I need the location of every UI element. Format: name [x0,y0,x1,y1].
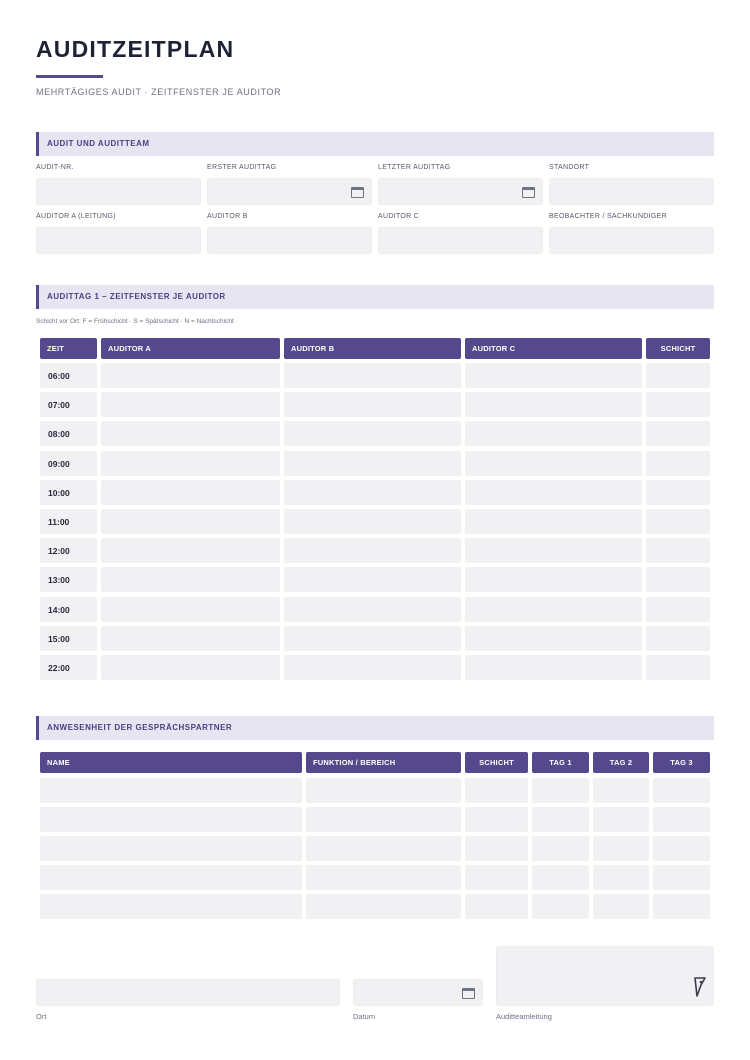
schicht-cell[interactable] [646,509,710,534]
time-label: 15:00 [48,633,70,644]
funktion-cell[interactable] [306,836,461,861]
auditor-b-cell[interactable] [284,597,461,622]
tag-1-cell[interactable] [532,807,589,832]
name-cell[interactable] [40,836,302,861]
time-label: 13:00 [48,575,70,586]
auditor-b-cell[interactable] [284,363,461,388]
column-header-auditor-c: AUDITOR C [465,338,642,359]
auditor-a-cell[interactable] [101,597,280,622]
tag-1-cell[interactable] [532,894,589,919]
tag-2-cell[interactable] [593,894,649,919]
time-label: 11:00 [48,517,70,527]
tag-3-cell[interactable] [653,807,710,832]
audit-nr-field[interactable] [36,178,201,205]
auditor-c-cell[interactable] [465,626,642,651]
datum-field[interactable] [353,979,483,1006]
auditor-c-cell[interactable] [465,538,642,563]
auditor-c-cell[interactable] [465,480,642,505]
title-underline [36,75,103,78]
auditor-b-field[interactable] [207,227,372,254]
schicht-cell[interactable] [646,538,710,563]
column-header-schicht: SCHICHT [465,752,528,773]
auditor-c-cell[interactable] [465,363,642,388]
column-header-schicht: SCHICHT [646,338,710,359]
pen-icon[interactable] [693,977,707,997]
auditor-a-field[interactable] [36,227,201,254]
section-title: AUDIT UND AUDITTEAM [47,139,150,148]
tag-3-cell[interactable] [653,894,710,919]
funktion-cell[interactable] [306,807,461,832]
tag-2-cell[interactable] [593,865,649,890]
auditor-a-cell[interactable] [101,421,280,446]
standort-field[interactable] [549,178,714,205]
column-header-auditor-b: AUDITOR B [284,338,461,359]
letzter-audittag-field[interactable] [378,178,543,205]
time-label: 12:00 [48,546,70,557]
schicht-cell[interactable] [646,655,710,680]
section-title: AUDITTAG 1 – ZEITFENSTER JE AUDITOR [47,292,226,301]
tag-3-cell[interactable] [653,836,710,861]
ort-field[interactable] [36,979,340,1006]
signature-field[interactable] [496,946,714,1006]
auditor-c-cell[interactable] [465,451,642,476]
auditor-b-cell[interactable] [284,567,461,592]
time-label: 14:00 [48,604,70,615]
schicht-cell[interactable] [465,778,528,803]
time-label: 22:00 [48,663,70,673]
auditor-c-cell[interactable] [465,567,642,592]
tag-3-cell[interactable] [653,778,710,803]
auditor-c-cell[interactable] [465,597,642,622]
time-label: 09:00 [48,458,70,469]
label-audit-nr: AUDIT-NR. [36,164,74,171]
auditor-c-cell[interactable] [465,392,642,417]
schicht-cell[interactable] [646,567,710,592]
auditor-a-cell[interactable] [101,363,280,388]
funktion-cell[interactable] [306,894,461,919]
time-label: 08:00 [48,429,70,440]
datum-label: Datum [353,1012,376,1021]
column-header-tag-1: TAG 1 [532,752,589,773]
page-subtitle: MEHRTÄGIGES AUDIT · ZEITFENSTER JE AUDITOR [36,87,282,97]
auditor-b-cell[interactable] [284,392,461,417]
tag-3-cell[interactable] [653,865,710,890]
erster-audittag-field[interactable] [207,178,372,205]
auditor-b-cell[interactable] [284,480,461,505]
schicht-cell[interactable] [465,836,528,861]
auditor-b-cell[interactable] [284,451,461,476]
auditor-b-cell[interactable] [284,626,461,651]
time-label: 10:00 [48,487,70,498]
section-title: ANWESENHEIT DER GESPRÄCHSPARTNER [47,723,233,732]
schicht-cell[interactable] [646,421,710,446]
auditor-a-cell[interactable] [101,480,280,505]
schicht-cell[interactable] [646,451,710,476]
calendar-icon[interactable] [522,187,535,198]
column-header-zeit: ZEIT [40,338,97,359]
schicht-cell[interactable] [465,894,528,919]
funktion-cell[interactable] [306,778,461,803]
calendar-icon[interactable] [351,187,364,198]
auditor-b-cell[interactable] [284,421,461,446]
column-header-auditor-a: AUDITOR A [101,338,280,359]
label-auditor-c: AUDITOR C [378,213,420,220]
auditor-a-cell[interactable] [101,626,280,651]
schicht-cell[interactable] [646,363,710,388]
schicht-cell[interactable] [646,392,710,417]
auditor-c-field[interactable] [378,227,543,254]
column-header-funktion: FUNKTION / BEREICH [306,752,461,773]
section-header-anwesenheit [36,716,714,740]
time-label: 07:00 [48,400,70,411]
schicht-cell[interactable] [646,480,710,505]
label-standort: STANDORT [549,164,590,171]
schicht-cell[interactable] [465,807,528,832]
column-header-name: NAME [40,752,302,773]
page-title: AUDITZEITPLAN [36,36,235,62]
name-cell[interactable] [40,865,302,890]
label-erster-audittag: ERSTER AUDITTAG [207,164,277,171]
signature-label: Auditteamleitung [496,1012,552,1021]
schicht-cell[interactable] [646,626,710,651]
tag-2-cell[interactable] [593,836,649,861]
name-cell[interactable] [40,778,302,803]
auditor-b-cell[interactable] [284,538,461,563]
shift-legend-note: Schicht vor Ort: F = Frühschicht · S = Spätschicht · N = Nachtschicht [36,318,234,325]
name-cell[interactable] [40,894,302,919]
auditor-a-cell[interactable] [101,509,280,534]
auditor-a-cell[interactable] [101,655,280,680]
column-header-tag-2: TAG 2 [593,752,649,773]
beobachter-field[interactable] [549,227,714,254]
name-cell[interactable] [40,807,302,832]
label-letzter-audittag: LETZTER AUDITTAG [378,164,451,171]
tag-1-cell[interactable] [532,865,589,890]
ort-label: Ort [36,1012,47,1021]
column-header-tag-3: TAG 3 [653,752,710,773]
auditor-a-cell[interactable] [101,451,280,476]
label-auditor-b: AUDITOR B [207,213,248,220]
section-header-audittag-1 [36,285,714,309]
funktion-cell[interactable] [306,865,461,890]
label-beobachter: BEOBACHTER / SACHKUNDIGER [549,213,667,220]
auditor-b-cell[interactable] [284,509,461,534]
auditor-b-cell[interactable] [284,655,461,680]
auditor-c-cell[interactable] [465,421,642,446]
tag-1-cell[interactable] [532,778,589,803]
tag-2-cell[interactable] [593,807,649,832]
calendar-icon[interactable] [462,988,475,999]
schicht-cell[interactable] [646,597,710,622]
auditor-a-cell[interactable] [101,538,280,563]
auditor-a-cell[interactable] [101,392,280,417]
section-header-audit-team [36,132,714,156]
label-auditor-a: AUDITOR A (LEITUNG) [36,213,116,220]
tag-1-cell[interactable] [532,836,589,861]
tag-2-cell[interactable] [593,778,649,803]
time-label: 06:00 [48,371,70,381]
schicht-cell[interactable] [465,865,528,890]
auditor-a-cell[interactable] [101,567,280,592]
auditor-c-cell[interactable] [465,655,642,680]
auditor-c-cell[interactable] [465,509,642,534]
